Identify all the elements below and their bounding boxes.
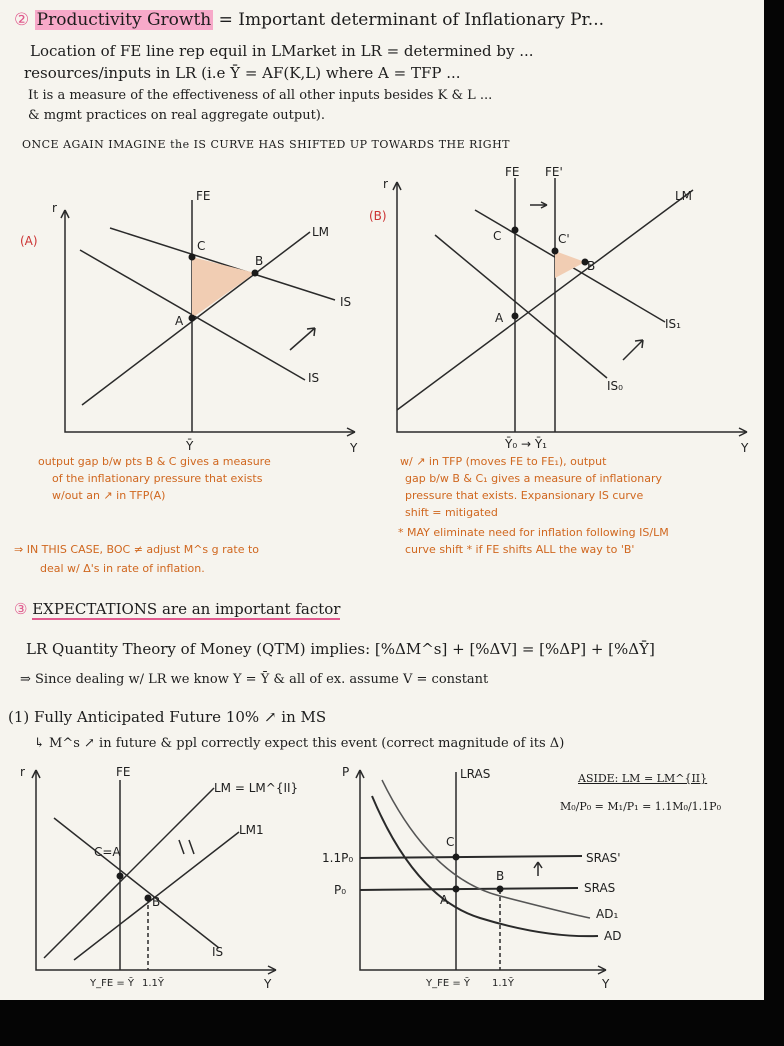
graph-b-note5: * MAY eliminate need for inflation following IS/LM: [398, 526, 669, 539]
graph-a-point-a: [189, 315, 196, 322]
graph-d-axis-y: Y: [602, 977, 610, 991]
graph-a-tag: (A): [20, 234, 38, 248]
graph-c-x2: 1.1Ȳ: [142, 978, 165, 989]
graph-a-is0-label: IS: [308, 371, 320, 385]
graph-b: [369, 160, 760, 470]
section4-heading: (1) Fully Anticipated Future 10% ↗ in MS: [8, 708, 327, 726]
graph-d-x2: 1.1Ȳ: [492, 978, 515, 989]
section2-line5: ONCE AGAIN IMAGINE the IS CURVE HAS SHIFTED UP TOWARDS THE RIGHT: [22, 138, 511, 151]
graph-a-is1-label: IS: [340, 295, 352, 309]
graph-d-x1: Y_FE = Ȳ: [426, 978, 471, 989]
graph-d-sras-label: SRAS: [584, 881, 616, 895]
graph-a-label-b: B: [255, 254, 264, 268]
graph-a-fe-label: FE: [196, 189, 211, 203]
section2-heading-rest: = Important determinant of Inflationary Pr...: [218, 10, 605, 30]
graph-b-axes: [397, 182, 747, 432]
graph-a-note4: ⇒ IN THIS CASE, BOC ≠ adjust M^s g rate to: [14, 543, 260, 556]
graph-c-axis-y: Y: [264, 977, 272, 991]
graph-c-point-a: [117, 873, 124, 880]
circled-number-3: ③: [14, 600, 28, 618]
section3-heading-line: [14, 600, 340, 618]
section2-line1: Location of FE line rep equil in LMarket in LR = determined by ...: [30, 42, 534, 60]
graph-d-ad1-line: [382, 780, 590, 918]
graph-a-note5: deal w/ Δ's in rate of inflation.: [40, 562, 205, 575]
section2-heading: Productivity Growth: [36, 10, 212, 30]
graph-d-axes: [360, 770, 606, 970]
graph-d-label-b: B: [496, 869, 505, 883]
graph-c-point-b: [145, 895, 152, 902]
graph-b-label-c: C: [493, 229, 502, 243]
graph-d-p0-label: P₀: [334, 883, 347, 897]
graph-d-sras1-label: SRAS': [586, 851, 621, 865]
graph-c-x1: Y_FE = Ȳ: [90, 978, 135, 989]
graph-b-fe1-label: FE': [545, 165, 563, 179]
graph-c-fe-label: FE: [116, 765, 131, 779]
graph-b-point-c: [512, 227, 519, 234]
graph-b-label-a: A: [495, 311, 504, 325]
graph-c: [14, 758, 347, 998]
graph-b-axis-r: r: [383, 177, 388, 191]
graph-b-note1: w/ ↗ in TFP (moves FE to FE₁), output: [400, 455, 607, 468]
graph-c-axes: [36, 770, 276, 970]
graph-b-is0-label: IS₀: [607, 379, 623, 393]
graph-b-is1-label: IS₁: [665, 317, 681, 331]
graph-b-note6: curve shift * if FE shifts ALL the way to 'B': [405, 543, 635, 556]
graph-a-note2: of the inflationary pressure that exists: [52, 472, 263, 485]
graph-c-lm1-label: LM1: [239, 823, 264, 837]
graph-d-axis-p: P: [342, 765, 350, 779]
graph-b-lm-label: LM: [675, 189, 693, 203]
graph-d-sras1-line: [360, 856, 582, 858]
graph-d-point-c: [453, 854, 460, 861]
graph-c-is-line: [54, 818, 219, 948]
section3-heading: EXPECTATIONS are an important factor: [32, 600, 341, 618]
graph-a-point-c: [189, 254, 196, 261]
graph-a-point-b: [252, 270, 259, 277]
graph-d-point-a: [453, 886, 460, 893]
graph-d-ad1-label: AD₁: [596, 907, 619, 921]
graph-d: [320, 758, 650, 998]
graph-a-axis-r: r: [52, 201, 57, 215]
graph-c-label-ca: C=A: [94, 845, 121, 859]
graph-d-ad-line: [372, 796, 598, 936]
graph-a-shaded-triangle: [192, 257, 255, 318]
graph-b-axis-y: Y: [741, 441, 749, 455]
section2-heading-line: [14, 10, 604, 30]
section4-aside2: M₀/P₀ = M₁/P₁ = 1.1M₀/1.1P₀: [560, 800, 721, 813]
graph-d-sras-line: [360, 888, 578, 890]
section4-aside1: ASIDE: LM = LM^{II}: [578, 772, 708, 785]
section3-line2: ⇒ Since dealing w/ LR we know Y = Ȳ & all of ex. assume V = constant: [20, 672, 489, 687]
graph-a: [10, 160, 380, 460]
graph-a-axes: [65, 210, 355, 432]
graph-a-lm-line: [82, 232, 310, 405]
graph-b-point-a: [512, 313, 519, 320]
graph-d-label-a: A: [440, 893, 449, 907]
graph-a-axis-y: Y: [350, 441, 358, 455]
graph-d-lras-label: LRAS: [460, 767, 491, 781]
graph-b-is0-line: [435, 235, 607, 378]
graph-a-lm-label: LM: [312, 225, 330, 239]
graph-d-point-b: [497, 886, 504, 893]
section4-line1: ↳ M^s ↗ in future & ppl correctly expect this event (correct magnitude of its Δ): [34, 736, 565, 751]
section3-line1: LR Quantity Theory of Money (QTM) implies: [%ΔM^s] + [%ΔV] = [%ΔP] + [%ΔȲ]: [26, 640, 655, 658]
graph-b-fe-label: FE: [505, 165, 520, 179]
graph-c-axis-r: r: [20, 765, 25, 779]
graph-a-ybar: Ȳ: [186, 439, 194, 453]
graph-c-label-b: B: [152, 895, 161, 909]
graph-c-is-label: IS: [212, 945, 224, 959]
circled-number: ②: [14, 10, 30, 30]
graph-c-lm-top-label: LM = LM^{II}: [214, 781, 299, 795]
section2-line2: resources/inputs in LR (i.e Ȳ = AF(K,L) where A = TFP ...: [24, 64, 461, 82]
section2-line3: It is a measure of the effectiveness of all other inputs besides K & L ...: [28, 88, 493, 103]
graph-b-note2: gap b/w B & C₁ gives a measure of inflationary: [405, 472, 662, 485]
graph-b-label-c1: C': [558, 232, 570, 246]
graph-b-point-c1: [552, 248, 559, 255]
graph-b-lm-line: [397, 190, 693, 410]
graph-a-label-a: A: [175, 314, 184, 328]
graph-b-note4: shift = mitigated: [405, 506, 498, 519]
graph-d-ad-label: AD: [604, 929, 622, 943]
graph-b-y0y1: Ȳ₀ → Ȳ₁: [505, 437, 547, 451]
graph-b-note3: pressure that exists. Expansionary IS curve: [405, 489, 644, 502]
graph-d-label-c: C: [446, 835, 455, 849]
graph-a-label-c: C: [197, 239, 206, 253]
graph-a-note1: output gap b/w pts B & C gives a measure: [38, 455, 271, 468]
graph-b-tag: (B): [369, 209, 387, 223]
graph-c-lm-top-line: [44, 788, 214, 958]
graph-d-p1-label: 1.1P₀: [322, 851, 354, 865]
section2-line4: & mgmt practices on real aggregate output).: [28, 108, 326, 123]
graph-a-note3: w/out an ↗ in TFP(A): [52, 489, 166, 502]
graph-b-label-b: B: [587, 259, 596, 273]
